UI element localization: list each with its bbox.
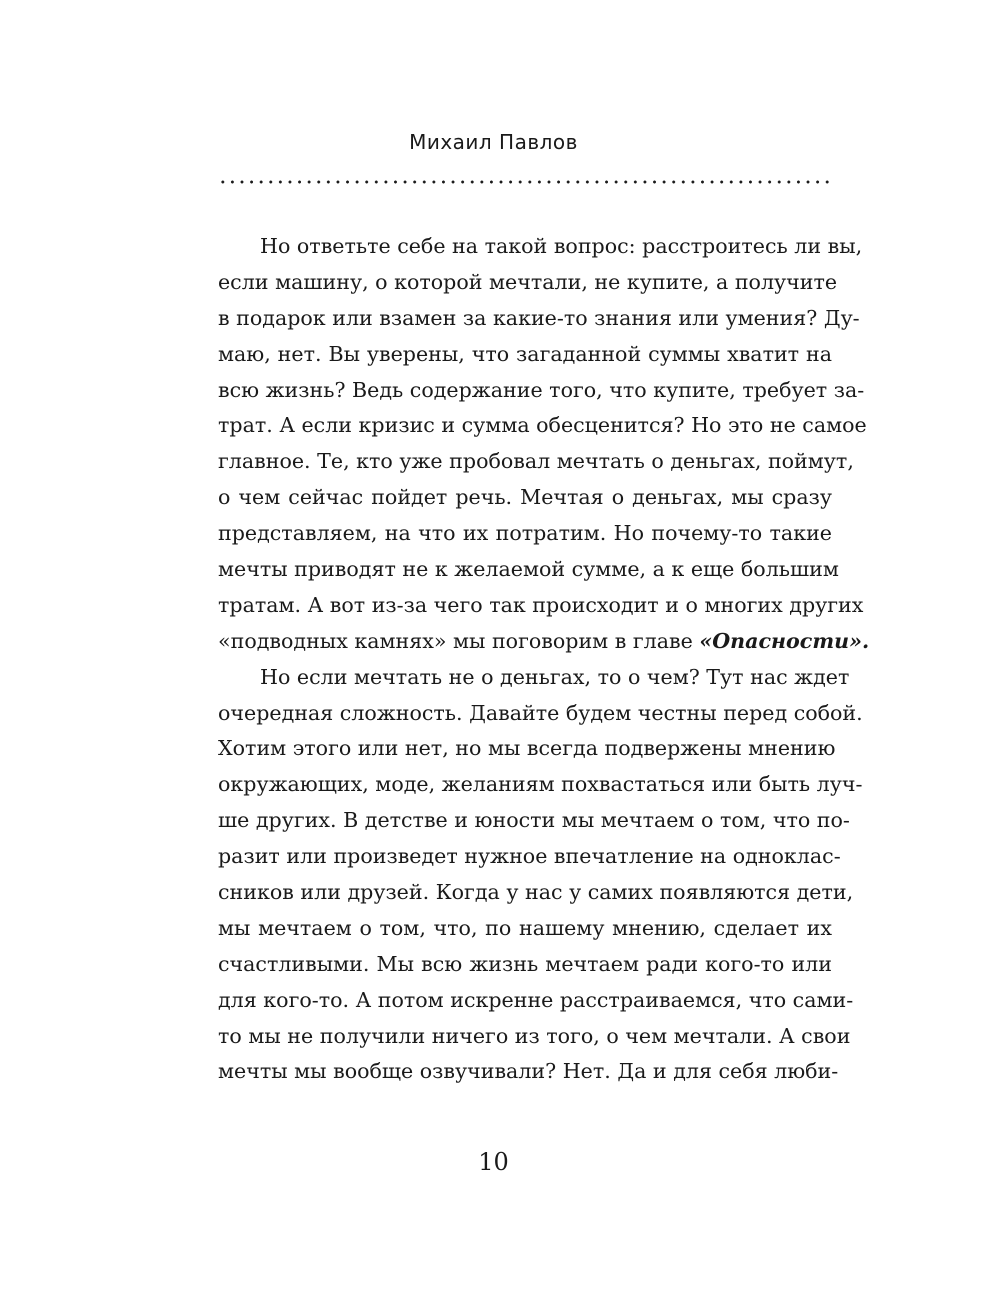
text-line: мечты приводят не к желаемой сумме, а к еще большим [218,557,839,582]
text-line: мы мечтаем о том, что, по нашему мнению, сделает их [218,915,832,940]
text-line: очередная сложность. Давайте будем честны перед собой. [218,700,863,725]
text-line-with-reference [218,624,870,660]
page-number: 10 [478,1148,509,1176]
chapter-reference: «Опасности». [699,628,870,653]
text-line: для кого-то. А потом искренне расстраиваемся, что сами- [218,987,854,1012]
text-line: если машину, о которой мечтали, не купите, а получите [218,269,838,294]
dotted-divider [218,180,832,184]
text-line: в подарок или взамен за какие-то знания или умения? Ду- [218,305,860,330]
text-line: сников или друзей. Когда у нас у самих появляются дети, [218,880,854,905]
text-line: всю жизнь? Ведь содержание того, что купите, требует за- [218,377,865,402]
text-line: ше других. В детстве и юности мы мечтаем о том, что по- [218,808,850,833]
text-line: представляем, на что их потратим. Но почему-то такие [218,521,832,546]
text-line: Но если мечтать не о деньгах, то о чем? Тут нас ждет [260,664,850,689]
body-text [218,229,870,1090]
text-line: то мы не получили ничего из того, о чем мечтали. А свои [218,1023,851,1048]
text-line: главное. Те, кто уже пробовал мечтать о деньгах, поймут, [218,449,854,474]
text-line: о чем сейчас пойдет речь. Мечтая о деньгах, мы сразу [218,485,832,510]
text-line: маю, нет. Вы уверены, что загаданной суммы хватит на [218,341,832,366]
text-line: счастливыми. Мы всю жизнь мечтаем ради кого-то или [218,951,832,976]
text-line-start: «подводных камнях» мы поговорим в главе [218,628,693,653]
text-line: Но ответьте себе на такой вопрос: расстроитесь ли вы, [260,234,863,258]
text-line: мечты мы вообще озвучивали? Нет. Да и для себя люби- [218,1059,839,1084]
running-head-author: Михаил Павлов [409,130,578,154]
text-line: разит или произведет нужное впечатление на одноклас- [218,844,841,869]
text-line: окружающих, моде, желаниям похвастаться или быть луч- [218,772,863,797]
text-line: трат. А если кризис и сумма обесценится? Но это не самое [218,413,867,438]
text-line: Хотим этого или нет, но мы всегда подвержены мнению [218,736,836,761]
text-line: тратам. А вот из-за чего так происходит и о многих других [218,592,864,617]
